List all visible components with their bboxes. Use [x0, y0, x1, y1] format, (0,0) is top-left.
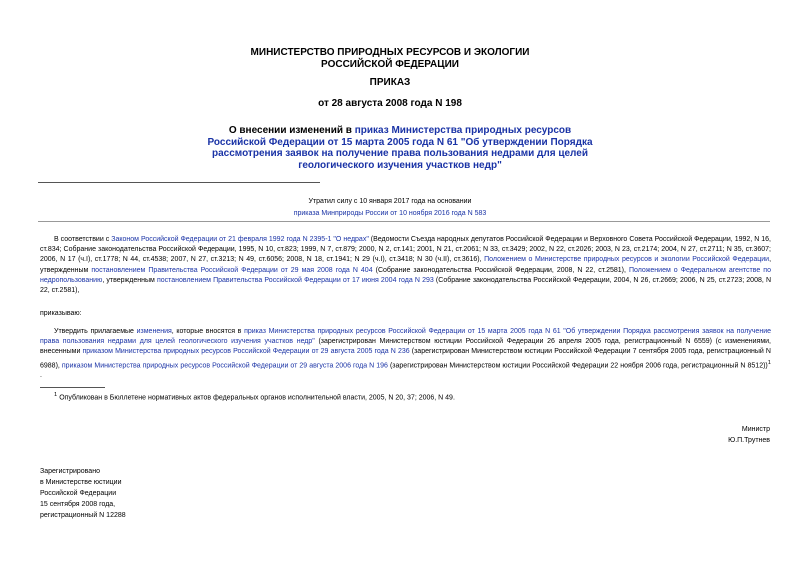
resolution-404-link[interactable]: постановлением Правительства Российской Федерации от 29 мая 2008 года N 404 — [91, 266, 373, 274]
registration-line: Российской Федерации — [40, 490, 117, 497]
agency-regulation-link[interactable]: Положением о Федеральном агентстве по недропользованию — [40, 266, 771, 284]
footnote-divider — [40, 387, 105, 388]
order-236-link[interactable]: приказом Министерства природных ресурсов Российской Федерации от 29 августа 2005 года N 236 — [82, 348, 410, 356]
order-61-link[interactable]: приказ Министерства природных ресурсов Российской Федерации от 15 марта 2005 года N 61 "Об утверждении Порядка рассмотрения заявок на получение права пользования недрами для целей геологического изучения участков недр" — [40, 328, 771, 346]
status-link[interactable]: приказа Минприроды России от 10 ноября 2016 года N 583 — [293, 210, 487, 217]
ministry-line-1: МИНИСТЕРСТВО ПРИРОДНЫХ РЕСУРСОВ И ЭКОЛОГИИ — [250, 47, 530, 58]
approve-text-5: (зарегистрирован Министерством юстиции Российской Федерации 22 ноября 2006 года, регистрационный N 8512)) — [387, 361, 768, 369]
preamble-paragraph — [40, 235, 771, 296]
approve-text-6: . — [40, 372, 42, 380]
changes-link[interactable]: изменения — [136, 328, 172, 335]
footnote-text: Опубликован в Бюллетене нормативных актов федеральных органов исполнительной власти, 2005, N 20, 37; 2006, N 49. — [57, 394, 455, 402]
doc-type: ПРИКАЗ — [369, 77, 411, 88]
signature-name: Ю.П.Трутнев — [728, 437, 770, 444]
divider-full — [38, 221, 770, 222]
footnote-ref[interactable]: 1 — [767, 359, 771, 366]
registration-line: 15 сентября 2008 года, — [40, 501, 116, 508]
status-line-1: Утратил силу с 10 января 2017 года на основании — [308, 198, 472, 205]
order-word: приказываю: — [40, 310, 82, 317]
order-196-link[interactable]: приказом Министерства природных ресурсов Российской Федерации от 29 августа 2006 года N 196 — [61, 361, 388, 369]
preamble-text-6: (Собрание законодательства Российской Федерации, 2004, N 26, ст.2669; 2006, N 25, ст.2723; 2008, N 22, ст.2581), — [40, 276, 772, 295]
registration-line: Зарегистрировано — [40, 468, 100, 475]
approve-paragraph — [40, 327, 771, 381]
approve-text-1: Утвердить прилагаемые — [54, 328, 137, 335]
registration-line: регистрационный N 12288 — [40, 512, 126, 519]
ministry-heading — [160, 47, 620, 71]
preamble-text-2: (Ведомости Съезда народных депутатов Российской Федерации и Верховного Совета Российской Федерации, 1992, N 16, ст.834; Собрание законодательства Российской Федерации, 1995, N 10, ст.823; 1999, N 7, ст.879; 2000, N 2, ст.141; 2001, N 21, ст.2061; N 33, ст.3429; 2002, N 22, ст.2026; 2003, N 23, ст.2174; 2004, N 27, ст.2711; N 35, ст.3607; 2006, N 17 (ч.I), ст.1778; N 44, ст.4538; 2007, N 27, ст.3213; N 49, ст.6056; 2008, N 18, ст.1941; N 29 (ч.I), ст.3418; N 30 (ч.II), ст.3616), — [40, 236, 771, 264]
preamble-text-1: В соответствии с — [54, 236, 112, 243]
title-link[interactable]: приказ Министерства природных ресурсов Российской Федерации от 15 марта 2005 года N 61 "Об утверждении Порядка рассмотрения заявок на получение права пользования недрами для целей геологического изучения участков недр" — [207, 125, 593, 171]
signature-block — [700, 424, 770, 446]
ministry-line-2: РОССИЙСКОЙ ФЕДЕРАЦИИ — [321, 59, 459, 70]
resolution-293-link[interactable]: постановлением Правительства Российской Федерации от 17 июня 2004 года N 293 — [156, 276, 434, 284]
registration-block — [40, 466, 126, 521]
doc-date: от 28 августа 2008 года N 198 — [318, 98, 462, 109]
doc-title — [200, 125, 600, 171]
ministry-regulation-link[interactable]: Положением о Министерстве природных ресурсов и экологии Российской Федерации — [484, 256, 770, 264]
footnote — [54, 390, 455, 403]
law-on-subsoil-link[interactable]: Законом Российской Федерации от 21 февраля 1992 года N 2395-1 "О недрах" — [111, 236, 369, 243]
signature-role: Министр — [741, 426, 770, 433]
approve-text-4: (зарегистрирован Министерством юстиции Российской Федерации 7 сентября 2005 года, регистрационный N 6988), — [40, 348, 771, 369]
approve-text-3: (зарегистрирован Министерством юстиции Российской Федерации 26 апреля 2005 года, регистрационный N 6559) (с изменениями, внесенными — [40, 338, 771, 356]
preamble-text-5: , утвержденным — [102, 276, 157, 284]
approve-text-2: , которые вносятся в — [171, 328, 245, 335]
title-prefix: О внесении изменений в — [228, 125, 355, 136]
footnote-mark: 1 — [54, 392, 58, 398]
preamble-text-3: , утвержденным — [40, 256, 772, 274]
preamble-text-4: (Собрание законодательства Российской Федерации, 2008, N 22, ст.2581), — [372, 266, 629, 274]
divider-short — [38, 182, 320, 183]
registration-line: в Министерстве юстиции — [40, 479, 122, 486]
status-note — [160, 196, 620, 220]
